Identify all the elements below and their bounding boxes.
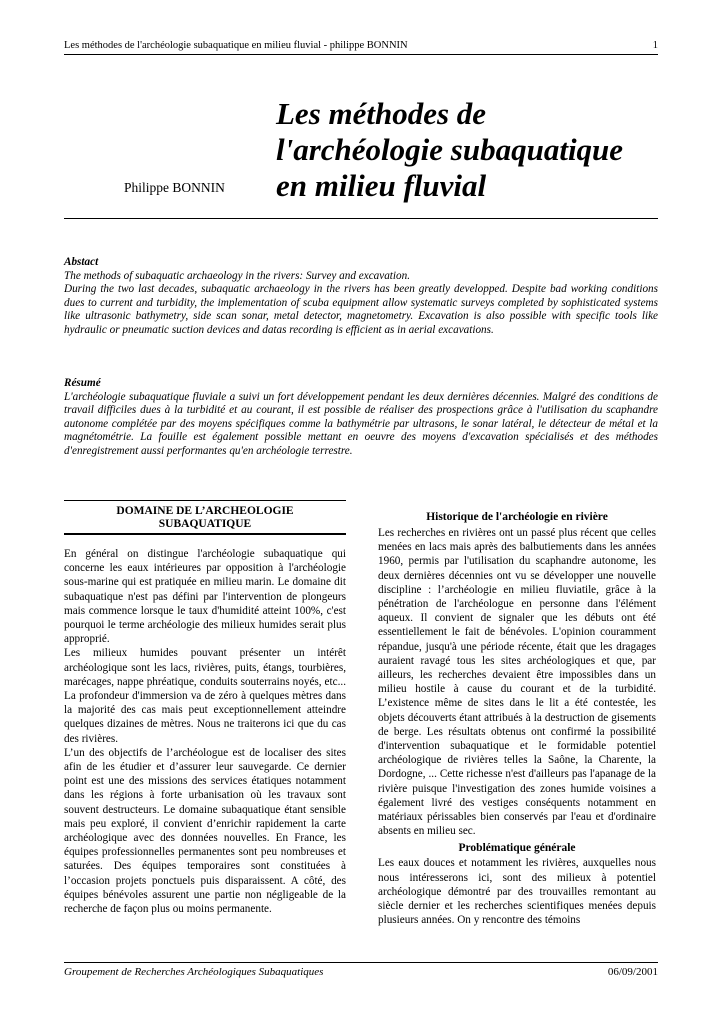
section-title-line-2: SUBAQUATIQUE xyxy=(158,518,252,530)
title-line-3: en milieu fluvial xyxy=(276,168,487,203)
author-name: Philippe BONNIN xyxy=(124,180,225,195)
abstract-heading: Abstact xyxy=(64,256,99,268)
paragraph: Les recherches en rivières ont un passé plus récent que celles menées en lacs mais après des balbutiements dans les années 1960, permis par l'utilisation du scaphandre autonome, les deux dernières décennies ont vu se développer une nouvelle discipline : l’archéologie en milieu fluviatile, grâce à la pénétration de l'archéologue en personne dans l'élément aqueux. Il convient de signaler que les débuts ont été essentiellement le fait de bénévoles. L'opinion couramment répandue, jusqu'à une période récente, était que les dragages auraient ravagé tous les sites archéologiques et que, par ailleurs, les recherches devaient être impossibles dans un milieu hostile à cause du courant et de la turbidité. L’existence même de sites dans le lit a été contestée, les objets découverts étant attribués à la destruction de gisements de berge. Les résultats obtenus ont confirmé la possibilité d'intervention subaquatique et le formidable potentiel archéologique de rivières telles la Saône, la Charente, la Dordogne, ... Cette richesse n'est d'ailleurs pas l'apanage de la rivière puisque l'investigation des zones humide voisines a également livré des vestiges conséquents notamment en matériaux périssables bien conservés par l'eau et d'ordinaire absents en milieu sec. xyxy=(378,527,656,838)
paper-title xyxy=(276,96,623,204)
running-header xyxy=(64,40,658,55)
paragraph: Les eaux douces et notamment les rivières, auxquelles nous nous intéresserons ici, sont des milieux à potentiel archéologique démontré par des trouvailles remontant au siècle dernier et les recherches scientifiques menées depuis plusieurs années. On y rencontre des témoins xyxy=(378,857,656,927)
subsection-heading-problematique: Problématique générale xyxy=(458,842,576,855)
abstract-section xyxy=(64,256,658,337)
title-line-1: Les méthodes de xyxy=(276,96,487,131)
left-column xyxy=(64,500,346,916)
running-title: Les méthodes de l'archéologie subaquatique en milieu fluvial - philippe BONNIN xyxy=(64,40,408,51)
subsection-heading-historique: Historique de l'archéologie en rivière xyxy=(426,511,608,523)
left-column-text xyxy=(64,547,346,916)
resume-section xyxy=(64,377,658,458)
page-number: 1 xyxy=(652,40,658,51)
footer-date: 06/09/2001 xyxy=(607,966,658,978)
section-title-line-1: DOMAINE DE L’ARCHEOLOGIE xyxy=(116,505,294,517)
right-column xyxy=(378,510,656,927)
paragraph: Les milieux humides pouvant présenter un intérêt archéologique sont les lacs, rivières, puits, étangs, tourbières, marécages, nappe phréatique, conduits souterrains noyés, etc... La profondeur d'immersion va de zéro à quelques mètres dans la majorité des cas mais peut exceptionnellement atteindre quelques dizaines de mètres. Nous ne traiterons ici que du cas des rivières. xyxy=(64,647,346,745)
section-title-box xyxy=(64,500,346,535)
resume-body: L'archéologie subaquatique fluviale a suivi un fort développement pendant les deux dernières décennies. Malgré des conditions de travail difficiles dues à la turbidité et au courant, il est possible de réaliser des prospections grâce à l'utilisation du scaphandre autonome complétée par des moyens spécifiques comme la bathymétrie par ultrasons, le sonar latéral, le détecteur de métal et la magnétométrie. La fouille est également possible mettant en oeuvre des moyens d'excavation spécialisés et des méthodes d'enregistrement aussi performantes qu'en archéologie terrestre. xyxy=(64,390,658,457)
resume-heading: Résumé xyxy=(64,377,101,389)
paragraph: En général on distingue l'archéologie subaquatique qui concerne les eaux intérieures par opposition à l'archéologie sous-marine qui est pratiquée en milieu marin. Le domaine dit subaquatique n'est pas défini par l'intervention de plongeurs mais commence lorsque le taux d'humidité atteint 100%, c'est pourquoi le terme archéologie des milieux humides serait plus approprié. xyxy=(64,548,346,646)
title-block xyxy=(64,92,658,219)
abstract-first-line: The methods of subaquatic archaeology in the rivers: Survey and excavation. xyxy=(64,269,411,282)
footer-organization: Groupement de Recherches Archéologiques Subaquatiques xyxy=(64,966,324,978)
abstract-body: During the two last decades, subaquatic archaeology in the rivers has been greatly developped. Despite bad working conditions dues to current and turbidity, the implementation of scuba equipment allow systematic surveys completed by sophisticated systems like ultrasonic bathymetry, side scan sonar, metal detector, magnetometry. Excavation is also possible with specific tools like hydraulic or pneumatic suction devices and datas recording is efficient as in aerial excavations. xyxy=(64,283,658,336)
paragraph: L’un des objectifs de l’archéologue est de localiser des sites afin de les étudier et d’assurer leur sauvegarde. Ce dernier point est une des missions des services étatiques notamment dans les régions à forte urbanisation où les travaux sont souvent destructeurs. Le domaine subaquatique étant sensible mais peu exploré, il convient d’enrichir rapidement la carte archéologique avec des données nouvelles. En France, les équipes professionnelles permanentes sont peu nombreuses et saturées. Des équipes temporaires sont constituées à l’occasion projets ponctuels puis disparaissent. A côté, des équipes bénévoles assurent une partie non négligeable de la recherche de façon plus ou moins permanente. xyxy=(64,746,346,916)
page-footer xyxy=(64,962,658,978)
title-line-2: l'archéologie subaquatique xyxy=(276,132,624,167)
